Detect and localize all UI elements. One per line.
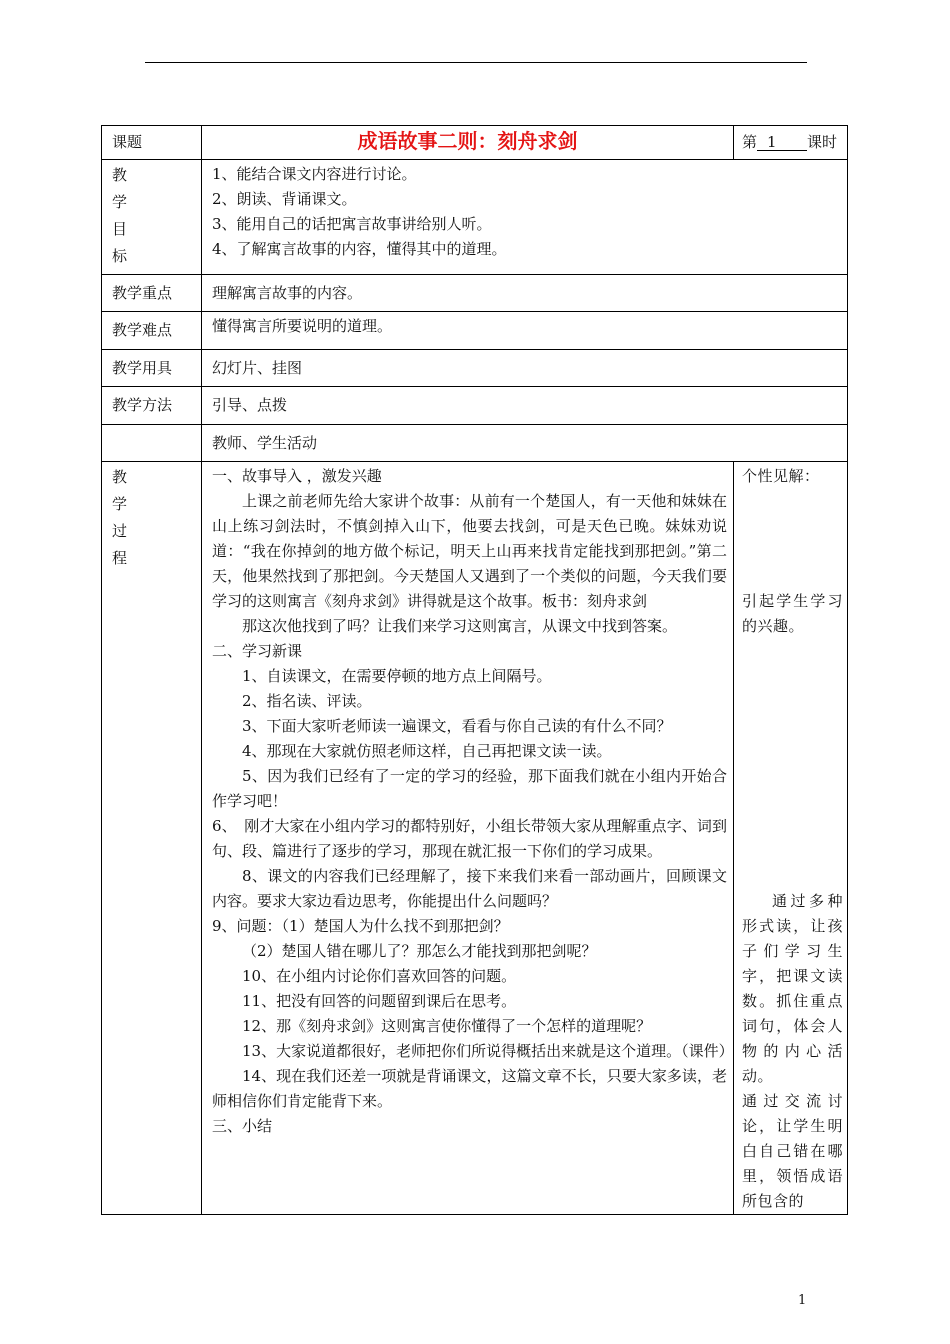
- notes-cell: [734, 462, 848, 1215]
- objectives-label-char: 标: [112, 247, 128, 265]
- activity-header-blank: [102, 425, 202, 462]
- process-paragraph: 12、那《刻舟求剑》这则寓言使你懂得了一个怎样的道理呢？: [242, 1017, 652, 1035]
- key-point-value: 理解寓言故事的内容。: [202, 275, 848, 312]
- process-paragraph: 一、故事导入 ，激发兴趣: [212, 467, 382, 485]
- objectives-label-char: 学: [112, 193, 128, 211]
- difficulty-value: 懂得寓言所要说明的道理。: [202, 312, 848, 350]
- process-paragraph: 6、 刚才大家在小组内学习的都特别好，小组长带领大家从理解重点字、词到句、段、篇进行了逐步的学习，那现在就汇报一下你们的学习成果。: [212, 817, 727, 860]
- process-paragraph: 14、现在我们还差一项就是背诵课文，这篇文章不长，只要大家多读，老师相信你们肯定能背下来。: [212, 1067, 727, 1110]
- process-paragraph: 二、学习新课: [212, 642, 303, 660]
- topic-row: [102, 126, 848, 160]
- note-discussion: 通过交流讨论，让学生明白自己错在哪里，领悟成语所包含的: [742, 1092, 843, 1210]
- process-paragraph: （2）楚国人错在哪儿了？那怎么才能找到那把剑呢？: [242, 942, 597, 960]
- objective-item: 2、朗读、背诵课文。: [212, 190, 357, 208]
- period-number: 1: [757, 134, 807, 151]
- notes-header: 个性见解：: [742, 467, 820, 485]
- difficulty-row: [102, 312, 848, 350]
- tools-value: 幻灯片、挂图: [202, 350, 848, 387]
- process-paragraph: 那这次他找到了吗？让我们来学习这则寓言，从课文中找到答案。: [242, 617, 678, 635]
- notes-spacer: [742, 489, 843, 589]
- method-label: 教学方法: [102, 387, 202, 425]
- objective-item: 1、能结合课文内容进行讨论。: [212, 165, 417, 183]
- topic-label: 课题: [102, 126, 202, 160]
- objective-item: 4、了解寓言故事的内容，懂得其中的道理。: [212, 240, 507, 258]
- activity-header-row: [102, 425, 848, 462]
- process-paragraph: 5、因为我们已经有了一定的学习的经验，那下面我们就在小组内开始合作学习吧！: [212, 767, 727, 810]
- period-suffix: 课时: [807, 133, 838, 151]
- objectives-row: [102, 160, 848, 275]
- process-label-char: 程: [112, 549, 128, 567]
- process-paragraph: 上课之前老师先给大家讲个故事：从前有一个楚国人，有一天他和妹妹在山上练习剑法时，不慎剑掉入山下，他要去找剑，可是天色已晚。妹妹劝说道：“我在你掉剑的地方做个标记，明天上山再来找肯定能找到那把剑。”第二天，他果然找到了那把剑。今天楚国人又遇到了一个类似的问题，今天我们要学习的这则寓言《刻舟求剑》讲得就是这个故事。板书：刻舟求剑: [212, 492, 727, 610]
- process-paragraph: 2、指名读、评读。: [242, 692, 372, 710]
- process-label-char: 学: [112, 495, 128, 513]
- tools-row: [102, 350, 848, 387]
- method-row: [102, 387, 848, 425]
- process-paragraph: 4、那现在大家就仿照老师这样，自己再把课文读一读。: [242, 742, 612, 760]
- tools-label: 教学用具: [102, 350, 202, 387]
- process-paragraph: 9、问题：（1）楚国人为什么找不到那把剑？: [212, 917, 509, 935]
- activity-header: 教师、学生活动: [202, 425, 848, 462]
- difficulty-label: 教学难点: [102, 312, 202, 350]
- key-point-label: 教学重点: [102, 275, 202, 312]
- objective-item: 3、能用自己的话把寓言故事讲给别人听。: [212, 215, 492, 233]
- method-value: 引导、点拨: [202, 387, 848, 425]
- process-paragraph: 1、自读课文，在需要停顿的地方点上间隔号。: [242, 667, 552, 685]
- period-cell: [734, 126, 848, 160]
- note-reading: 通过多种形式读，让孩子们学习生字，把课文读数。抓住重点词句，体会人物的内心活动。: [742, 892, 843, 1085]
- objectives-label: [102, 160, 202, 275]
- key-point-row: [102, 275, 848, 312]
- process-row: [102, 462, 848, 1215]
- process-paragraph: 三、小结: [212, 1117, 273, 1135]
- lesson-title-cell: [202, 126, 734, 160]
- process-paragraph: 8、课文的内容我们已经理解了，接下来我们来看一部动画片，回顾课文内容。要求大家边看边思考，你能提出什么问题吗？: [212, 867, 727, 910]
- lesson-title: 成语故事二则：刻舟求剑: [357, 129, 578, 153]
- note-interest: 引起学生学习的兴趣。: [742, 592, 843, 635]
- header-rule: [145, 62, 807, 63]
- process-paragraph: 3、下面大家听老师读一遍课文，看看与你自己读的有什么不同？: [242, 717, 672, 735]
- process-paragraph: 10、在小组内讨论你们喜欢回答的问题。: [242, 967, 517, 985]
- process-label-char: 教: [112, 468, 128, 486]
- process-paragraph: 13、大家说道都很好，老师把你们所说得概括出来就是这个道理。（课件）: [242, 1042, 734, 1060]
- page-number: 1: [798, 1293, 807, 1308]
- process-label: [102, 462, 202, 1215]
- objectives-content: [202, 160, 848, 275]
- period-prefix: 第: [742, 133, 758, 151]
- notes-spacer: [742, 639, 843, 889]
- lesson-plan-table: [101, 125, 848, 1215]
- process-content: [202, 462, 734, 1215]
- objectives-label-char: 教: [112, 166, 128, 184]
- objectives-label-char: 目: [112, 220, 128, 238]
- process-label-char: 过: [112, 522, 128, 540]
- process-paragraph: 11、把没有回答的问题留到课后在思考。: [242, 992, 517, 1010]
